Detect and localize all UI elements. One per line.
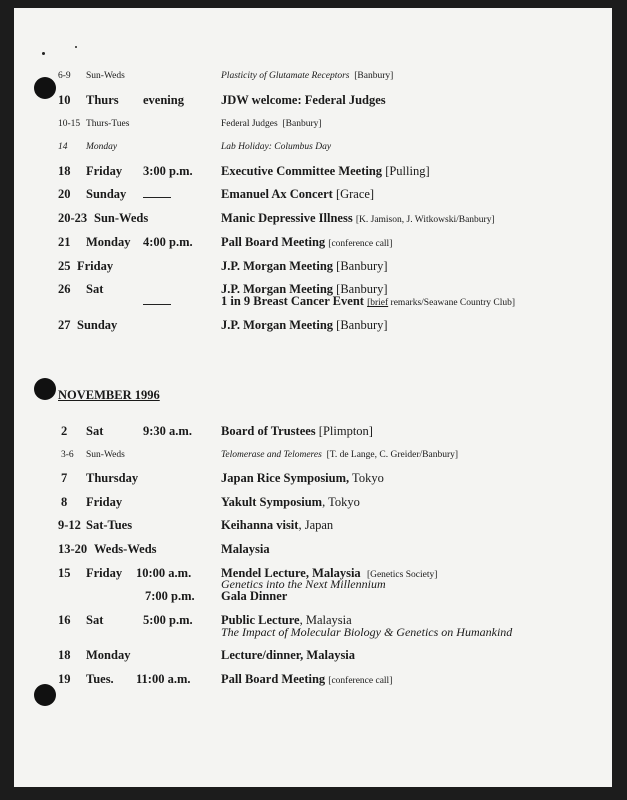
row-day: Sat (86, 282, 104, 296)
row-date: 9-12 (58, 518, 81, 532)
row-date: 8 (61, 495, 68, 509)
month-heading: NOVEMBER 1996 (58, 388, 160, 402)
row-note: [T. de Lange, C. Greider/Banbury] (326, 450, 459, 460)
row-subtitle: The Impact of Molecular Biology & Genetics on Humankind (221, 625, 513, 639)
row-date: 19 (58, 672, 71, 686)
row-event: Lab Holiday: Columbus Day (221, 142, 332, 152)
row-note: , Malaysia (299, 613, 352, 627)
row-event: Executive Committee Meeting (221, 164, 383, 178)
schedule-row (0, 117, 627, 131)
schedule-row (0, 235, 627, 249)
schedule-row (0, 140, 627, 154)
row-event: Board of Trustees (221, 424, 316, 438)
row-day: Weds-Weds (94, 542, 157, 556)
blank-time-line (143, 188, 171, 198)
row-day: Sat (86, 424, 104, 438)
row-note: Tokyo (349, 471, 384, 485)
row-event: Emanuel Ax Concert (221, 187, 333, 201)
row-day: Sat-Tues (86, 518, 133, 532)
schedule-row (0, 187, 627, 201)
row-event: Telomerase and Telomeres (221, 450, 322, 460)
schedule-row (0, 93, 627, 107)
row-note: [Plimpton] (318, 424, 373, 438)
schedule-row (0, 448, 627, 462)
row-date: 7 (61, 471, 68, 485)
row-note: [Grace] (335, 187, 375, 201)
row-date: 15 (58, 566, 71, 580)
row-day: Monday (86, 142, 118, 152)
row-note: [conference call] (328, 676, 393, 686)
row-day: Monday (86, 235, 131, 249)
row-day: Friday (77, 259, 114, 273)
row-event: Japan Rice Symposium, (221, 471, 350, 485)
row-date: 18 (58, 648, 71, 662)
schedule-row (0, 69, 627, 83)
row-event: J.P. Morgan Meeting (221, 282, 334, 296)
row-event-secondary: Gala Dinner (221, 589, 288, 603)
schedule-row (0, 518, 627, 532)
row-day: Sunday (77, 318, 118, 332)
row-event: JDW welcome: Federal Judges (221, 93, 386, 107)
schedule-row-continued (0, 589, 627, 603)
schedule-row (0, 424, 627, 438)
schedule-row (0, 495, 627, 509)
row-date: 21 (58, 235, 71, 249)
row-time: 7:00 p.m. (145, 589, 195, 603)
row-day: Thursday (86, 471, 139, 485)
schedule-row (0, 542, 627, 556)
row-date: 13-20 (58, 542, 88, 556)
row-day: Monday (86, 648, 131, 662)
row-day: Thurs-Tues (86, 119, 130, 129)
row-date: 3-6 (61, 450, 74, 460)
blank-time-line (143, 295, 171, 305)
row-event: Manic Depressive Illness (221, 211, 353, 225)
row-day: Sat (86, 613, 104, 627)
row-day: Friday (86, 495, 123, 509)
row-date: 2 (61, 424, 68, 438)
row-day: Sun-Weds (86, 450, 125, 460)
row-day: Sunday (86, 187, 127, 201)
row-event: Yakult Symposium (221, 495, 323, 509)
row-date: 20-23 (58, 211, 88, 225)
row-time: 11:00 a.m. (136, 672, 191, 686)
row-day: Tues. (86, 672, 114, 686)
row-date: 10-15 (58, 119, 81, 129)
row-subtitle: Genetics into the Next Millennium (221, 577, 386, 591)
row-note: remarks/Seawane Country Club] (388, 298, 516, 308)
schedule-row (0, 259, 627, 273)
schedule-row (0, 318, 627, 332)
row-note: [Genetics Society] (366, 570, 438, 580)
row-note: [Banbury] (336, 259, 388, 273)
row-note: [Banbury] (282, 119, 322, 129)
row-event: Lecture/dinner, Malaysia (221, 648, 356, 662)
row-time: 4:00 p.m. (143, 235, 193, 249)
row-note: , Tokyo (322, 495, 360, 509)
punch-hole-bottom (34, 684, 56, 706)
row-event: Pall Board Meeting (221, 672, 326, 686)
schedule-row (0, 164, 627, 178)
row-day: Friday (86, 566, 123, 580)
row-day: Thurs (86, 93, 119, 107)
punch-hole-middle (34, 378, 56, 400)
row-note-underlined: [brief (367, 298, 389, 308)
row-event-secondary: 1 in 9 Breast Cancer Event (221, 294, 364, 308)
row-note: [Banbury] (354, 71, 394, 81)
row-event: J.P. Morgan Meeting (221, 259, 334, 273)
row-time: evening (143, 93, 184, 107)
row-date: 26 (58, 282, 71, 296)
row-event: Federal Judges (221, 119, 278, 129)
schedule-row (0, 672, 627, 686)
row-date: 14 (58, 142, 68, 152)
row-time: 10:00 a.m. (136, 566, 192, 580)
row-note: , Japan (298, 518, 334, 532)
row-date: 16 (58, 613, 71, 627)
row-note: [conference call] (328, 239, 393, 249)
row-day: Sun-Weds (86, 71, 125, 81)
speck-mark (75, 46, 77, 48)
row-event: Plasticity of Glutamate Receptors (221, 71, 350, 81)
row-date: 25 (58, 259, 71, 273)
speck-mark (42, 52, 45, 55)
row-note: [Banbury] (336, 282, 388, 296)
schedule-row (0, 648, 627, 662)
row-day: Sun-Weds (94, 211, 149, 225)
row-event: Pall Board Meeting (221, 235, 326, 249)
row-time: 9:30 a.m. (143, 424, 192, 438)
row-note: [Banbury] (336, 318, 388, 332)
row-event: Public Lecture (221, 613, 300, 627)
row-event: Mendel Lecture, Malaysia (221, 566, 361, 580)
row-date: 10 (58, 93, 71, 107)
row-note: [K. Jamison, J. Witkowski/Banbury] (355, 215, 495, 225)
row-event: Malaysia (221, 542, 270, 556)
row-date: 27 (58, 318, 71, 332)
schedule-row-continued (0, 294, 627, 308)
row-date: 6-9 (58, 71, 71, 81)
row-time: 5:00 p.m. (143, 613, 193, 627)
schedule-row (0, 211, 627, 225)
row-date: 18 (58, 164, 71, 178)
row-date: 20 (58, 187, 71, 201)
row-event: J.P. Morgan Meeting (221, 318, 334, 332)
schedule-row-continued (0, 625, 627, 639)
schedule-row (0, 471, 627, 485)
row-day: Friday (86, 164, 123, 178)
row-event: Keihanna visit (221, 518, 299, 532)
row-note: [Pulling] (385, 164, 430, 178)
row-time: 3:00 p.m. (143, 164, 193, 178)
